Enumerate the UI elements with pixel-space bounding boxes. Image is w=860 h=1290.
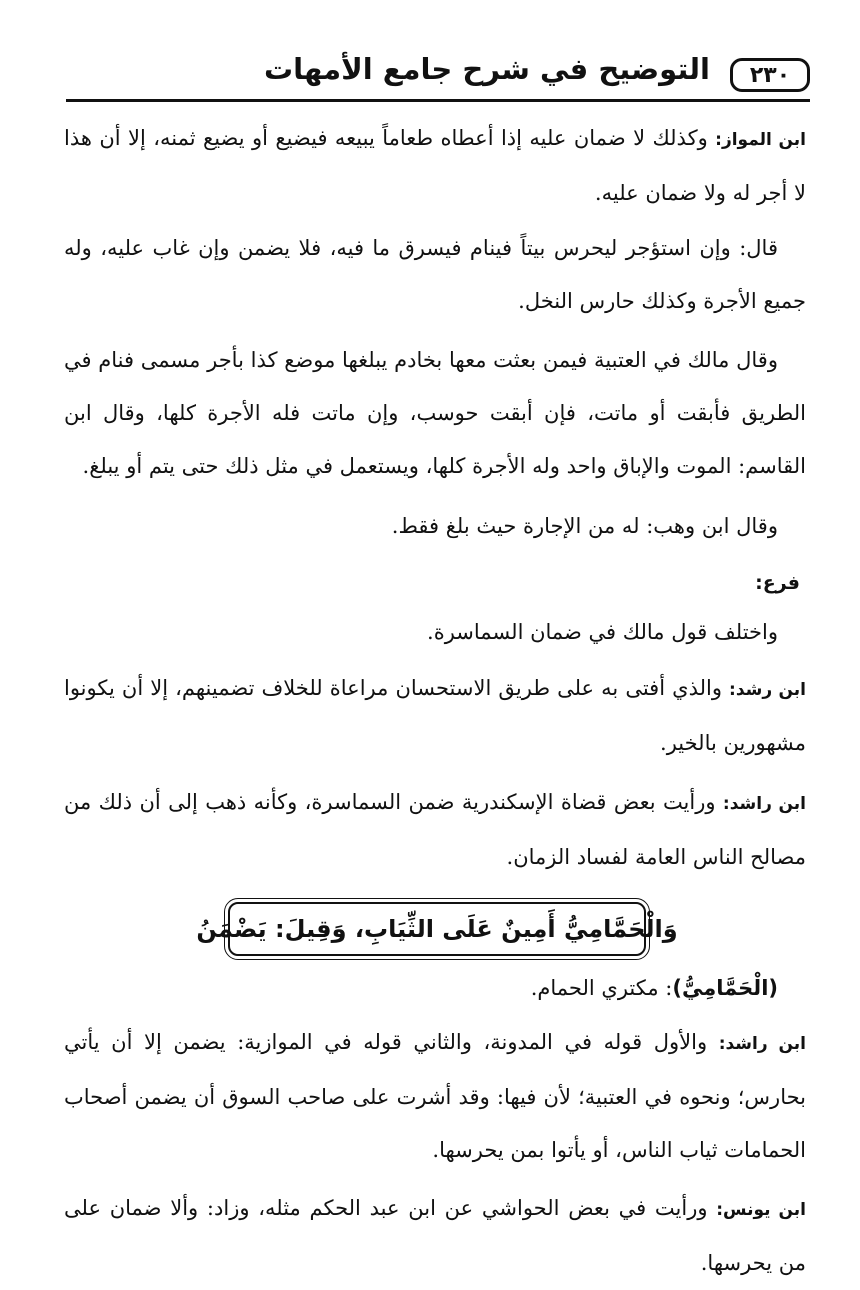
- paragraph-text: ورأيت في بعض الحواشي عن ابن عبد الحكم مثله، وزاد: وألا ضمان على من يحرسها.: [64, 1196, 806, 1275]
- paragraph-text: قال: وإن استؤجر ليحرس بيتاً فينام فيسرق ما فيه، فلا يضمن وإن غاب عليه، وله جميع الأجرة وكذلك حارس النخل.: [64, 236, 806, 313]
- paragraph-text: والذي أفتى به على طريق الاستحسان مراعاة للخلاف تضمينهم، إلا أن يكونوا مشهورين بالخير.: [64, 676, 806, 755]
- paragraph-guard: [64, 222, 806, 328]
- page-header: [66, 44, 810, 102]
- paragraph-text: والأول قوله في المدونة، والثاني قوله في الموازية: يضمن إلا أن يأتي بحارس؛ ونحوه في العتبية؛ لأن فيها: وقد أشرت على صاحب السوق أن يضمن أصحاب الحمامات ثياب الناس، أو يأتوا بمن يحرسها.: [64, 1030, 806, 1162]
- paragraph-ibn-al-mawwaz: [64, 112, 806, 220]
- paragraph-text: ورأيت بعض قضاة الإسكندرية ضمن السماسرة، وكأنه ذهب إلى أن ذلك من مصالح الناس العامة لفساد الزمان.: [64, 790, 806, 869]
- paragraph-ibn-rashid-1: [64, 776, 806, 884]
- paragraph-ibn-wahb: [64, 500, 806, 553]
- defined-term: (الْحَمَّامِيُّ): [672, 976, 778, 1000]
- speaker-label: ابن رشد:: [729, 680, 806, 700]
- paragraph-text: وكذلك لا ضمان عليه إذا أعطاه طعاماً يبيعه فيضيع أو يضيع ثمنه، إلا أن هذا لا أجر له ولا ضمان عليه.: [64, 126, 806, 205]
- book-title: التوضيح في شرح جامع الأمهات: [263, 52, 710, 86]
- branch-heading: فرع:: [755, 572, 800, 594]
- paragraph-text: وقال ابن وهب: له من الإجارة حيث بلغ فقط.: [391, 514, 778, 538]
- definition-text: : مكتري الحمام.: [530, 976, 673, 1000]
- matn-text-box: وَالْحَمَّامِيُّ أَمِينٌ عَلَى الثِّيَابِ، وَقِيلَ: يَضْمَنُ: [228, 902, 646, 956]
- speaker-label: ابن راشد:: [722, 794, 806, 814]
- paragraph-ibn-rushd: [64, 662, 806, 770]
- paragraph-brokers: [64, 606, 806, 659]
- paragraph-text: واختلف قول مالك في ضمان السماسرة.: [427, 620, 778, 644]
- paragraph-ibn-rashid-2: [64, 1016, 806, 1177]
- paragraph-text: وقال مالك في العتبية فيمن بعثت معها بخادم يبلغها موضع كذا بأجر مسمى فنام في الطريق فأبقت أو ماتت، فإن أبقت حوسب، وإن ماتت فله الأجرة كلها، وقال ابن القاسم: الموت والإباق واحد وله الأجرة كلها، ويستعمل في مثل ذلك حتى يتم أو يبلغ.: [64, 348, 806, 478]
- speaker-label: ابن يونس:: [716, 1200, 806, 1220]
- speaker-label: ابن المواز:: [715, 130, 806, 150]
- speaker-label: ابن راشد:: [718, 1034, 806, 1054]
- paragraph-malik-utbiyya: [64, 334, 806, 493]
- paragraph-ibn-yunus: [64, 1182, 806, 1290]
- term-definition: [64, 962, 806, 1015]
- page-number: ٢٣٠: [730, 58, 810, 92]
